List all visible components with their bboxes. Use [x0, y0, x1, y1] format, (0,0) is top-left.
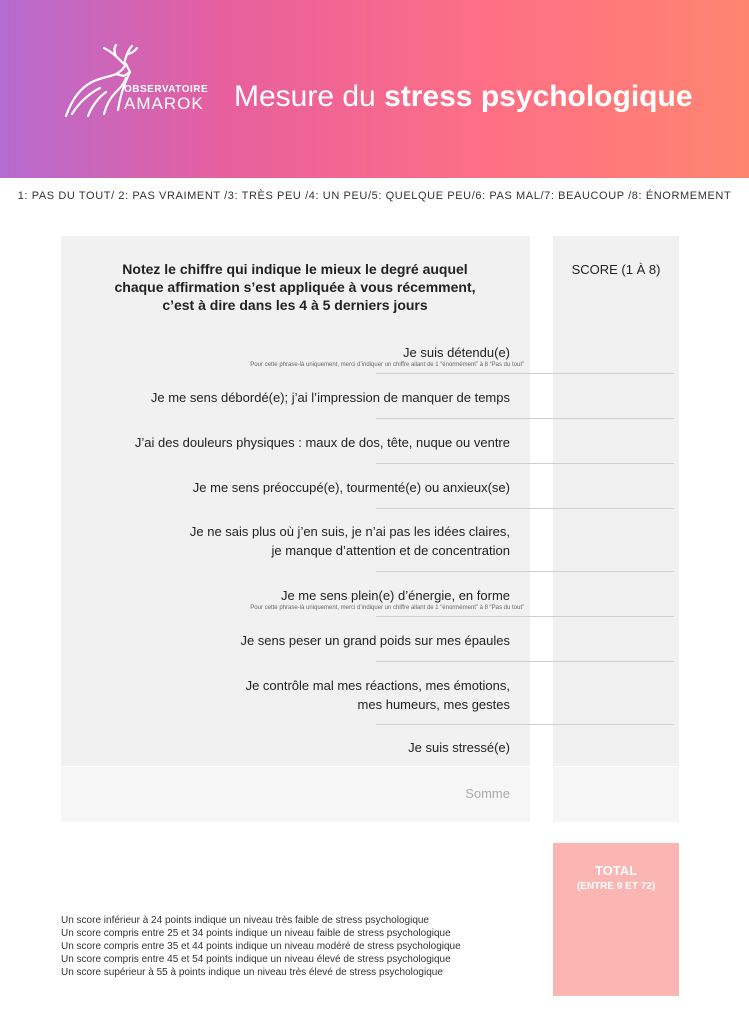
item-detendu: Je suis détendu(e) [403, 345, 510, 360]
item-energie: Je me sens plein(e) d’énergie, en forme [280, 588, 510, 603]
score-interpretation [61, 914, 461, 979]
total-label: TOTAL [594, 863, 638, 878]
page-title [234, 80, 693, 114]
header-banner [0, 0, 749, 178]
answer-line[interactable] [376, 661, 674, 662]
item-note: Pour cette phrase-là uniquement, merci d’indiquer un chiffre allant de 1 “énormément” à 8 “Pas du tout” [250, 362, 524, 368]
answer-line[interactable] [376, 418, 674, 419]
instructions-line: c’est à dire dans les 4 à 5 derniers jours [162, 297, 428, 313]
somme-row [61, 767, 530, 822]
item-line: mes humeurs, mes gestes [357, 697, 510, 712]
logo-text-amarok: AMAROK [124, 94, 204, 113]
item-note: Pour cette phrase-là uniquement, merci d’indiquer un chiffre allant de 1 “énormément” à 8 “Pas du tout” [250, 605, 524, 611]
item-line: Je ne sais plus où j’en suis, je n’ai pas les idées claires, [189, 524, 510, 539]
legend-line: Un score compris entre 25 et 34 points indique un niveau faible de stress psychologique [61, 928, 451, 939]
item-stresse: Je suis stressé(e) [408, 740, 510, 755]
answer-line[interactable] [376, 571, 674, 572]
title-prefix: Mesure du [234, 80, 385, 113]
item-deborde: Je me sens débordé(e); j’ai l’impression de manquer de temps [150, 390, 510, 405]
answer-line[interactable] [376, 508, 674, 509]
total-range: (ENTRE 9 ET 72) [576, 881, 656, 892]
answer-line[interactable] [376, 724, 674, 725]
answer-line[interactable] [376, 616, 674, 617]
legend-line: Un score supérieur à 55 à points indique un niveau très élevé de stress psychologique [61, 967, 443, 978]
legend-line: Un score inférieur à 24 points indique un niveau très faible de stress psychologique [61, 915, 429, 926]
score-header: SCORE (1 À 8) [571, 262, 661, 277]
instructions-line: Notez le chiffre qui indique le mieux le degré auquel [122, 261, 468, 277]
answer-line[interactable] [376, 373, 674, 374]
instructions [80, 260, 510, 314]
somme-score-cell[interactable] [553, 767, 679, 822]
legend-line: Un score compris entre 45 et 54 points indique un niveau élevé de stress psychologique [61, 954, 451, 965]
answer-line[interactable] [376, 463, 674, 464]
legend-line: Un score compris entre 35 et 44 points indique un niveau modéré de stress psychologique [61, 941, 461, 952]
logo-text-observatoire: OBSERVATOIRE [124, 84, 209, 95]
scale-legend: 1: PAS DU TOUT/ 2: PAS VRAIMENT /3: TRÈS PEU /4: UN PEU/5: QUELQUE PEU/6: PAS MAL/7: BEAUCOUP /8: ÉNORMEMENT [17, 190, 732, 202]
item-grand-poids: Je sens peser un grand poids sur mes épaules [240, 633, 510, 648]
item-reactions [246, 676, 510, 714]
somme-label: Somme [465, 786, 510, 801]
title-bold: stress psychologique [384, 80, 693, 113]
item-line: Je contrôle mal mes réactions, mes émotions, [245, 678, 510, 693]
item-idees-claires [190, 522, 510, 560]
item-preoccupe: Je me sens préoccupé(e), tourmenté(e) ou anxieux(se) [192, 480, 510, 495]
item-line: je manque d’attention et de concentration [271, 543, 510, 558]
item-douleurs: J’ai des douleurs physiques : maux de dos, tête, nuque ou ventre [134, 435, 510, 450]
score-column [553, 236, 679, 766]
instructions-line: chaque affirmation s’est appliquée à vous récemment, [114, 279, 476, 295]
